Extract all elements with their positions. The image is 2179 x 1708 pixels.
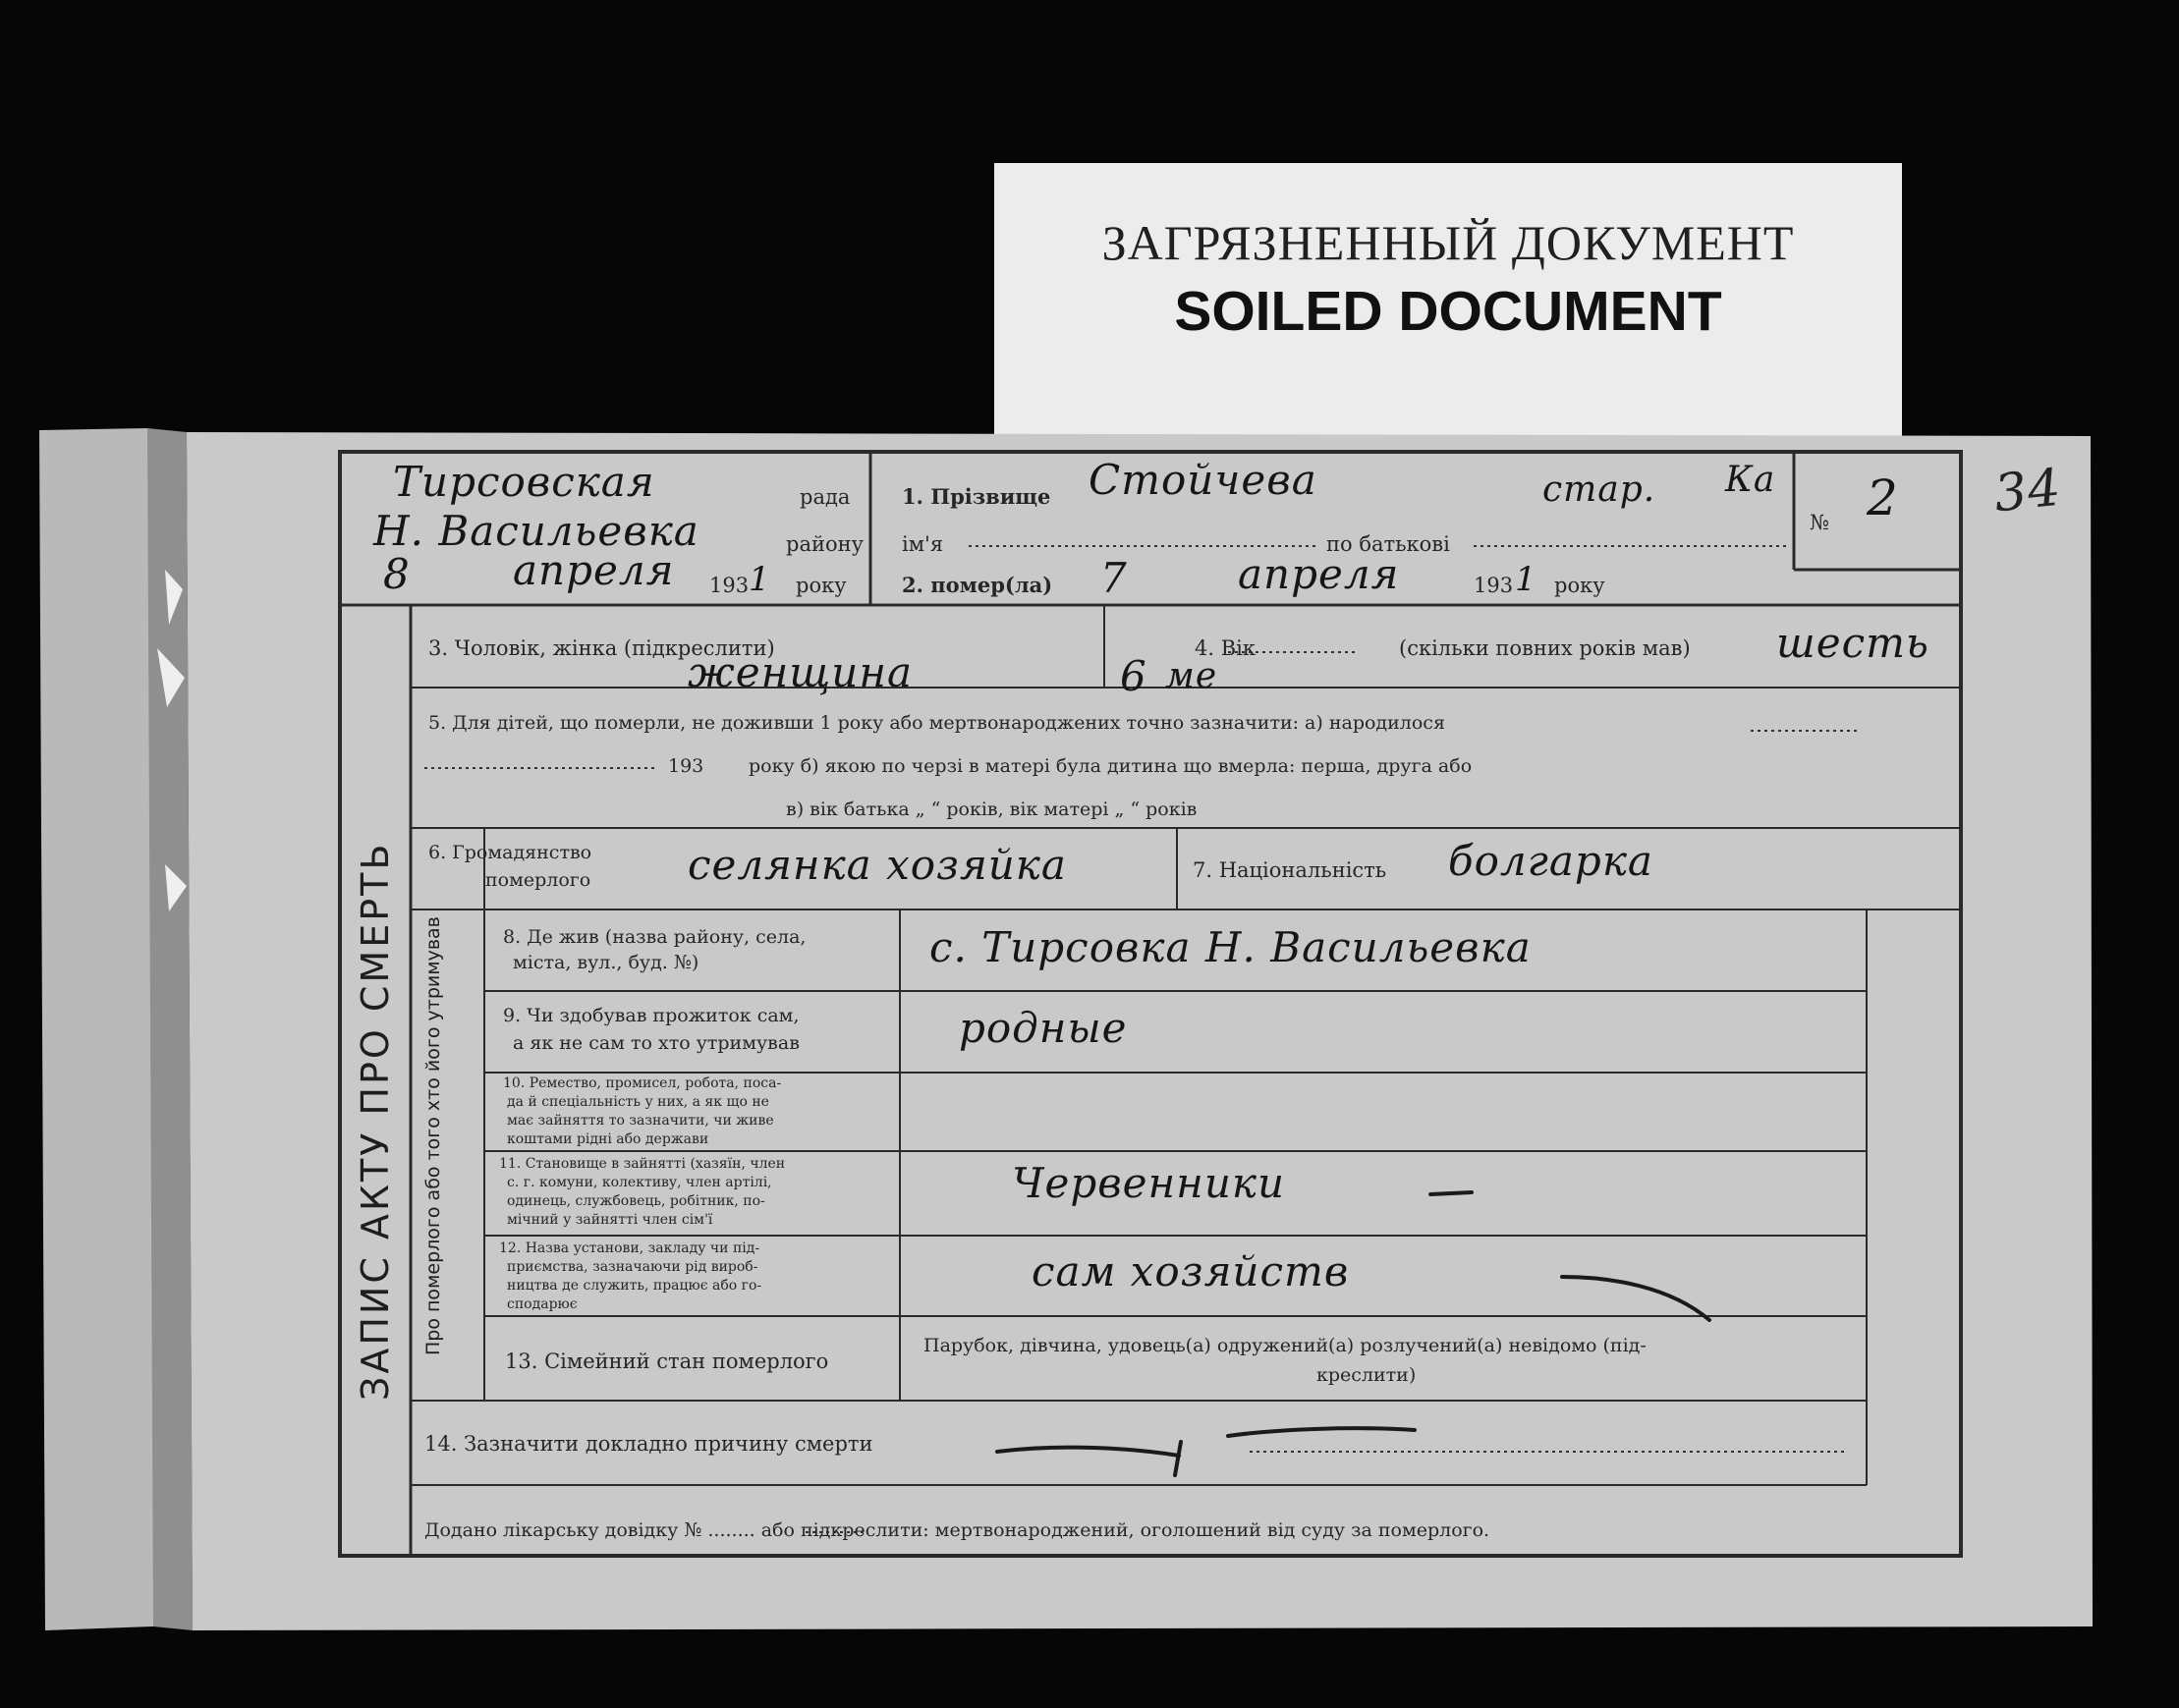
field5-line3: в) вік батька „ “ років, вік матері „ “ років	[786, 799, 1198, 820]
field11-line-2: с. г. комуни, колективу, член артілі,	[507, 1175, 772, 1190]
hw-age-right: шесть	[1776, 619, 1929, 667]
hw-support: родные	[959, 1004, 1128, 1052]
field12-line-4: сподарює	[507, 1296, 578, 1312]
field6-label-a: 6. Громадянство	[428, 842, 592, 863]
hw-surname: Стойчева	[1089, 456, 1317, 504]
hw-reg-year-digit: 1	[749, 560, 771, 599]
field12-line-2: приємства, зазначаючи рід вироб-	[507, 1259, 758, 1275]
reg-year-prefix: 193	[709, 574, 750, 597]
field11-line-3: одинець, службовець, робітник, по-	[507, 1193, 765, 1209]
field10-line-4: коштами рідні або держави	[507, 1131, 709, 1147]
field5-line1: 5. Для дітей, що померли, не доживши 1 року або мертвонароджених точно зазначити: а) народилося	[428, 712, 1445, 734]
hw-rayon: Н. Васильевка	[373, 507, 699, 555]
field5-line2: року б) якою по черзі в матері була дитина що вмерла: перша, друга або	[749, 755, 1473, 777]
field12-line-1: 12. Назва установи, закладу чи під-	[499, 1240, 760, 1256]
field7-label: 7. Національність	[1193, 858, 1387, 882]
number-label: №	[1810, 511, 1829, 534]
field14-label: 14. Зазначити докладно причину смерти	[424, 1432, 873, 1456]
field3-label: 3. Чоловік, жінка (підкреслити)	[428, 636, 775, 660]
hw-death-month: апреля	[1238, 550, 1400, 598]
hw-establishment: сам хозяйств	[1032, 1247, 1350, 1295]
hw-reg-day: 8	[383, 550, 411, 598]
hw-death-year-digit: 1	[1515, 560, 1537, 599]
field13-label: 13. Сімейний стан померлого	[505, 1350, 829, 1373]
field10-line-2: да й спеціальність у них, а як що не	[507, 1094, 769, 1110]
field2-label: 2. помер(ла)	[902, 573, 1053, 597]
hw-citizenship: селянка хозяйка	[688, 841, 1067, 889]
field13-options-b: креслити)	[1316, 1364, 1417, 1386]
field9-label-b: а як не сам то хто утримував	[513, 1032, 800, 1054]
field5-line2-year: 193	[668, 755, 704, 777]
name-label: ім'я	[902, 532, 944, 556]
soiled-label-en: SOILED DOCUMENT	[1174, 280, 1722, 343]
field8-label-b: міста, вул., буд. №)	[513, 952, 699, 973]
patronymic-label: по батькові	[1326, 532, 1450, 556]
hw-age: 6	[1120, 652, 1147, 700]
hw-surname-tail: Ка	[1725, 460, 1776, 500]
soiled-document-label	[994, 163, 1902, 438]
form-vertical-subtitle: Про померлого або того хто його утримував	[422, 916, 444, 1355]
soiled-label-ru: ЗАГРЯЗНЕННЫЙ ДОКУМЕНТ	[1101, 215, 1795, 270]
field2-roku: року	[1554, 574, 1605, 597]
form-vertical-title: ЗАПИС АКТУ ПРО СМЕРТЬ	[354, 841, 397, 1401]
field13-options-a: Парубок, дівчина, удовець(а) одружений(а) розлучений(а) невідомо (під-	[923, 1335, 1647, 1356]
hw-age-unit: ме	[1165, 656, 1218, 696]
field9-label-a: 9. Чи здобував прожиток сам,	[503, 1005, 800, 1026]
field12-line-3: ництва де служить, працює або го-	[507, 1278, 762, 1294]
hw-residence: с. Тирсовка Н. Васильевка	[929, 923, 1532, 971]
hw-number: 2	[1867, 469, 1899, 526]
hw-position: Червенники	[1012, 1159, 1286, 1207]
reg-roku-label: року	[796, 574, 847, 597]
hw-nationality: болгарка	[1448, 837, 1653, 885]
field10-line-3: має зайняття то зазначити, чи живе	[507, 1113, 774, 1129]
hw-death-day: 7	[1100, 554, 1128, 602]
corner-number: 34	[1991, 458, 2065, 524]
hw-rada: Тирсовская	[393, 458, 655, 506]
field11-line-1: 11. Становище в зайнятті (хазяїн, член	[499, 1156, 786, 1172]
rayon-label: району	[786, 532, 864, 556]
field8-label-a: 8. Де жив (назва району, села,	[503, 926, 807, 948]
hw-sex: женщина	[688, 648, 914, 696]
hw-reg-month: апреля	[513, 546, 675, 594]
field10-line-1: 10. Ремество, промисел, робота, поса-	[503, 1075, 782, 1091]
hw-surname-extra: стар.	[1542, 469, 1656, 510]
field1-label: 1. Прізвище	[902, 484, 1051, 509]
field2-year: 193	[1474, 574, 1514, 597]
field4-label: 4. Вік	[1195, 636, 1256, 660]
form-footer: Додано лікарську довідку № ........ або підкреслити: мертвонароджений, оголошений від суду за померлого.	[424, 1519, 1490, 1541]
field11-line-4: мічний у зайнятті член сім'ї	[507, 1212, 713, 1228]
field4-hint: (скільки повних років мав)	[1399, 636, 1691, 660]
field6-label-b: померлого	[485, 869, 591, 891]
rada-label: рада	[800, 485, 851, 509]
